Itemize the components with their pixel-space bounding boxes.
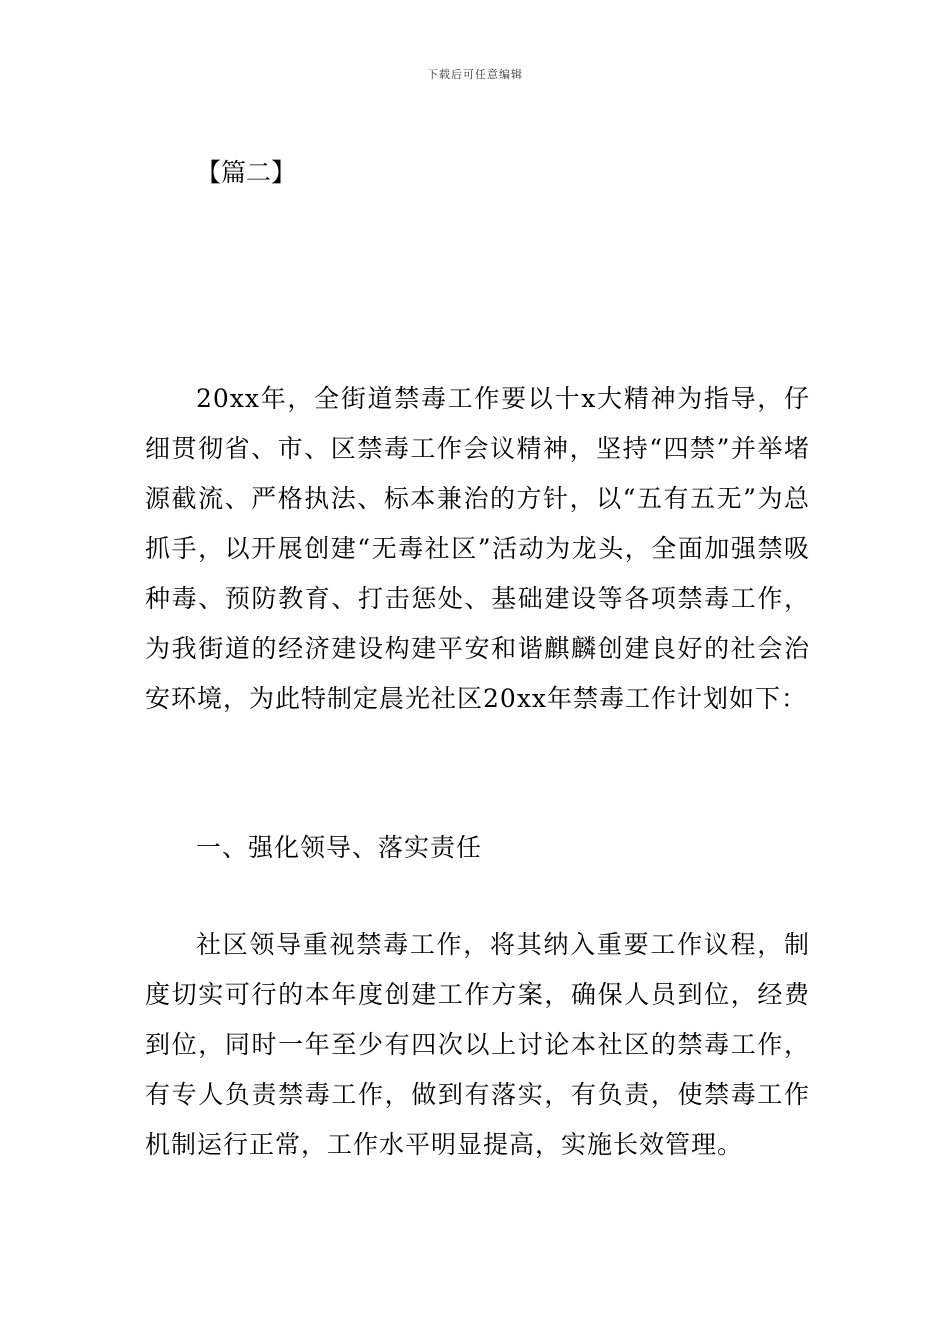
subheading-strengthen-leadership: 一、强化领导、落实责任 [196,833,483,862]
leadership-paragraph: 社区领导重视禁毒工作，将其纳入重要工作议程，制度切实可行的本年度创建工作方案，确保人员到位，经费到位，同时一年至少有四次以上讨论本社区的禁毒工作，有专人负责禁毒工作，做到有落实，有负责，使禁毒工作机制运行正常，工作水平明显提高，实施长效管理。 [145,930,810,1159]
header-note: 下载后可任意编辑 [427,68,523,81]
intro-paragraph: 20xx年，全街道禁毒工作要以十x大精神为指导，仔细贯彻省、市、区禁毒工作会议精神，坚持“四禁”并举堵源截流、严格执法、标本兼治的方针，以“五有五无”为总抓手，以开展创建“无毒社区”活动为龙头，全面加强禁吸种毒、预防教育、打击惩处、基础建设等各项禁毒工作，为我街道的经济建设构建平安和谐麒麟创建良好的社会治安环境，为此特制定晨光社区20xx年禁毒工作计划如下： [145,384,810,713]
section-heading: 【篇二】 [196,158,297,187]
